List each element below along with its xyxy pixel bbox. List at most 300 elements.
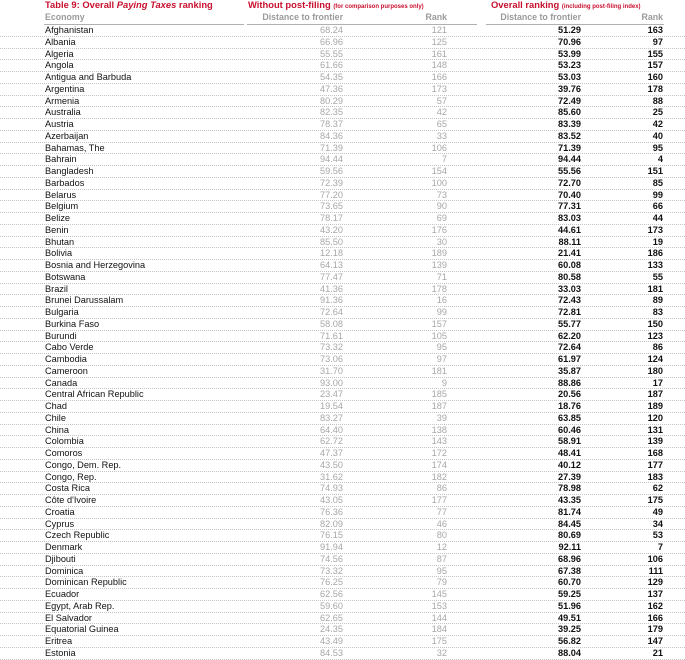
economy-name: Austria: [45, 119, 74, 129]
rank-without-post-filing: 178: [431, 283, 447, 294]
rank-without-post-filing: 144: [431, 612, 447, 623]
overall-rank: 4: [657, 154, 663, 165]
rank-without-post-filing: 161: [431, 48, 447, 59]
economy-name: Cyprus: [45, 518, 75, 529]
table-row: [0, 460, 685, 472]
overall-rank: 34: [652, 518, 663, 529]
rank-without-post-filing: 172: [431, 448, 447, 458]
overall-distance: 51.96: [558, 600, 581, 611]
rank-without-post-filing: 139: [431, 260, 447, 270]
overall-distance: 51.29: [558, 25, 581, 35]
economy-name: Chile: [45, 412, 66, 423]
table-row: [0, 366, 685, 378]
overall-distance: 88.86: [558, 377, 581, 388]
rank-without-post-filing: 145: [431, 589, 447, 599]
rank-without-post-filing: 71: [436, 271, 447, 282]
rank-without-post-filing: 46: [436, 518, 447, 529]
economy-name: Bahamas, The: [45, 142, 105, 153]
overall-rank: 163: [647, 25, 663, 35]
economy-name: Australia: [45, 107, 81, 118]
economy-name: Angola: [45, 60, 74, 71]
economy-name: Benin: [45, 224, 69, 235]
overall-distance: 62.20: [558, 330, 581, 341]
overall-distance: 84.45: [558, 518, 581, 529]
rank-without-post-filing: 86: [436, 483, 447, 494]
overall-distance: 94.44: [558, 154, 581, 165]
table-title-text: Table 9: Overall: [45, 0, 117, 10]
overall-rank: 157: [647, 60, 663, 71]
table-row: [0, 554, 685, 566]
distance-without-post-filing: 76.15: [320, 530, 343, 541]
table-row: [0, 601, 685, 613]
overall-distance: 92.11: [558, 542, 581, 552]
overall-rank: 147: [647, 636, 663, 646]
overall-rank: 17: [652, 377, 663, 388]
rank-without-post-filing: 79: [436, 577, 447, 588]
overall-distance: 53.23: [558, 60, 581, 71]
distance-without-post-filing: 43.20: [320, 224, 343, 235]
rank-without-post-filing: 30: [436, 236, 447, 247]
overall-distance: 60.46: [558, 424, 581, 435]
overall-rank: 99: [652, 189, 663, 200]
table-row: [0, 319, 685, 331]
table-row: [0, 237, 685, 249]
distance-without-post-filing: 77.20: [320, 189, 343, 200]
distance-without-post-filing: 85.50: [320, 236, 343, 247]
table-row: [0, 378, 685, 390]
distance-without-post-filing: 12.18: [320, 248, 343, 259]
economy-name: Afghanistan: [45, 25, 94, 35]
rank-without-post-filing: 39: [436, 412, 447, 423]
overall-rank: 85: [652, 177, 663, 188]
overall-distance: 70.40: [558, 189, 581, 200]
table-row: [0, 49, 685, 61]
overall-distance: 71.39: [558, 142, 581, 153]
table-row: [0, 577, 685, 589]
overall-distance: 49.51: [558, 612, 581, 623]
distance-without-post-filing: 31.70: [320, 365, 343, 376]
table-row: [0, 131, 685, 143]
rank-without-post-filing: 77: [436, 506, 447, 517]
overall-distance: 83.03: [558, 213, 581, 223]
rank-without-post-filing: 157: [431, 318, 447, 329]
overall-rank: 42: [652, 119, 663, 129]
distance-without-post-filing: 82.09: [320, 518, 343, 529]
overall-rank: 189: [647, 401, 663, 411]
overall-rank: 137: [647, 589, 663, 599]
economy-name: Cabo Verde: [45, 342, 94, 353]
overall-rank: 139: [647, 436, 663, 447]
overall-rank: 86: [652, 342, 663, 353]
distance-without-post-filing: 84.36: [320, 130, 343, 141]
table-row: [0, 483, 685, 495]
rank-without-post-filing: 97: [436, 354, 447, 364]
distance-without-post-filing: 73.65: [320, 201, 343, 212]
economy-name: Canada: [45, 377, 78, 388]
table-row: [0, 107, 685, 119]
rank-without-post-filing: 187: [431, 401, 447, 411]
table-row: [0, 154, 685, 166]
distance-without-post-filing: 31.62: [320, 471, 343, 482]
economy-name: Czech Republic: [45, 530, 110, 541]
overall-rank: 89: [652, 295, 663, 306]
economy-name: Colombia: [45, 436, 84, 447]
overall-distance: 56.82: [558, 636, 581, 646]
table-row: [0, 178, 685, 190]
column-group-a-note: (for comparison purposes only): [333, 4, 424, 10]
rank-without-post-filing: 176: [431, 224, 447, 235]
economy-name: Egypt, Arab Rep.: [45, 600, 115, 611]
economy-name: Bhutan: [45, 236, 75, 247]
overall-distance: 40.12: [558, 459, 581, 470]
economy-name: Chad: [45, 401, 67, 411]
overall-rank: 44: [652, 213, 663, 223]
distance-without-post-filing: 58.08: [320, 318, 343, 329]
rank-without-post-filing: 90: [436, 201, 447, 212]
distance-without-post-filing: 23.47: [320, 389, 343, 400]
table-row: [0, 248, 685, 260]
distance-without-post-filing: 68.24: [320, 25, 343, 35]
overall-rank: 166: [647, 612, 663, 623]
distance-without-post-filing: 91.36: [320, 295, 343, 306]
overall-rank: 181: [647, 283, 663, 294]
distance-without-post-filing: 61.66: [320, 60, 343, 71]
overall-distance: 80.58: [558, 271, 581, 282]
overall-rank: 53: [652, 530, 663, 541]
table-row: [0, 37, 685, 49]
overall-rank: 124: [647, 354, 663, 364]
distance-without-post-filing: 54.35: [320, 72, 343, 82]
overall-rank: 88: [652, 95, 663, 106]
economy-name: Burkina Faso: [45, 318, 100, 329]
rank-without-post-filing: 73: [436, 189, 447, 200]
overall-distance: 55.56: [558, 166, 581, 176]
rank-without-post-filing: 95: [436, 565, 447, 576]
table-row: [0, 495, 685, 507]
distance-without-post-filing: 72.39: [320, 177, 343, 188]
overall-rank: 7: [657, 542, 663, 552]
economy-name: Azerbaijan: [45, 130, 89, 141]
distance-without-post-filing: 59.60: [320, 600, 343, 611]
overall-distance: 72.70: [558, 177, 581, 188]
overall-rank: 180: [647, 365, 663, 376]
distance-without-post-filing: 66.96: [320, 36, 343, 47]
economy-name: Estonia: [45, 647, 76, 658]
rank-without-post-filing: 166: [431, 72, 447, 82]
distance-without-post-filing: 73.06: [320, 354, 343, 364]
economy-name: Comoros: [45, 448, 83, 458]
rank-without-post-filing: 99: [436, 307, 447, 317]
economy-name: Congo, Rep.: [45, 471, 97, 482]
economy-name: Congo, Dem. Rep.: [45, 459, 122, 470]
rank-without-post-filing: 105: [431, 330, 447, 341]
distance-without-post-filing: 19.54: [320, 401, 343, 411]
distance-without-post-filing: 41.36: [320, 283, 343, 294]
table-row: [0, 425, 685, 437]
overall-rank: 173: [647, 224, 663, 235]
table-row: [0, 60, 685, 72]
overall-rank: 150: [647, 318, 663, 329]
rank-without-post-filing: 173: [431, 83, 447, 94]
distance-without-post-filing: 72.64: [320, 307, 343, 317]
overall-rank: 40: [652, 130, 663, 141]
overall-rank: 66: [652, 201, 663, 212]
rank-without-post-filing: 143: [431, 436, 447, 447]
economy-name: Djibouti: [45, 553, 76, 564]
overall-distance: 59.25: [558, 589, 581, 599]
table-title: [45, 0, 213, 11]
overall-distance: 67.38: [558, 565, 581, 576]
distance-without-post-filing: 55.55: [320, 48, 343, 59]
overall-rank: 25: [652, 107, 663, 118]
overall-rank: 183: [647, 471, 663, 482]
economy-name: El Salvador: [45, 612, 92, 623]
economy-name: Denmark: [45, 542, 83, 552]
table-row: [0, 213, 685, 225]
table-row: [0, 530, 685, 542]
rank-without-post-filing: 87: [436, 553, 447, 564]
table-row: [0, 389, 685, 401]
distance-without-post-filing: 80.29: [320, 95, 343, 106]
distance-without-post-filing: 93.00: [320, 377, 343, 388]
overall-rank: 49: [652, 506, 663, 517]
overall-rank: 83: [652, 307, 663, 317]
economy-name: Cambodia: [45, 354, 87, 364]
rank-without-post-filing: 148: [431, 60, 447, 71]
table-row: [0, 190, 685, 202]
distance-without-post-filing: 83.27: [320, 412, 343, 423]
overall-distance: 21.41: [558, 248, 581, 259]
table-row: [0, 225, 685, 237]
economy-name: Bangladesh: [45, 166, 94, 176]
overall-rank: 129: [647, 577, 663, 588]
economy-name: Bahrain: [45, 154, 77, 165]
overall-distance: 83.52: [558, 130, 581, 141]
overall-distance: 55.77: [558, 318, 581, 329]
economy-name: Argentina: [45, 83, 85, 94]
rank-without-post-filing: 33: [436, 130, 447, 141]
overall-rank: 95: [652, 142, 663, 153]
economy-name: Burundi: [45, 330, 77, 341]
overall-distance: 39.25: [558, 624, 581, 635]
column-group-b-note: (including post-filing index): [561, 4, 641, 10]
table-row: [0, 143, 685, 155]
table-row: [0, 119, 685, 131]
distance-without-post-filing: 71.61: [320, 330, 343, 341]
overall-rank: 175: [647, 495, 663, 505]
table-row: [0, 636, 685, 648]
overall-rank: 186: [647, 248, 663, 259]
overall-distance: 72.49: [558, 95, 581, 106]
overall-rank: 55: [652, 271, 663, 282]
header-distance-b: Distance to frontier: [500, 12, 581, 22]
rank-without-post-filing: 174: [431, 459, 447, 470]
rank-without-post-filing: 153: [431, 600, 447, 611]
rank-without-post-filing: 121: [431, 25, 447, 35]
economy-name: Belgium: [45, 201, 79, 212]
overall-distance: 53.03: [558, 72, 581, 82]
table-row: [0, 84, 685, 96]
overall-distance: 88.04: [558, 647, 581, 658]
economy-name: Brazil: [45, 283, 68, 294]
table-row: [0, 331, 685, 343]
overall-rank: 151: [647, 166, 663, 176]
table-row: [0, 448, 685, 460]
rank-without-post-filing: 69: [436, 213, 447, 223]
distance-without-post-filing: 76.25: [320, 577, 343, 588]
distance-without-post-filing: 91.94: [320, 542, 343, 552]
rank-without-post-filing: 12: [436, 542, 447, 552]
overall-rank: 111: [648, 565, 663, 576]
overall-distance: 20.56: [558, 389, 581, 400]
economy-name: Bolivia: [45, 248, 73, 259]
economy-name: Eritrea: [45, 636, 73, 646]
overall-distance: 44.61: [558, 224, 581, 235]
table-row: [0, 295, 685, 307]
distance-without-post-filing: 64.13: [320, 260, 343, 270]
overall-distance: 68.96: [558, 553, 581, 564]
distance-without-post-filing: 43.49: [320, 636, 343, 646]
column-group-a-label: Without post-filing: [248, 0, 334, 10]
economy-name: Côte d'Ivoire: [45, 495, 97, 505]
table-row: [0, 354, 685, 366]
table-row: [0, 613, 685, 625]
rank-without-post-filing: 175: [431, 636, 447, 646]
distance-without-post-filing: 71.39: [320, 142, 343, 153]
table-row: [0, 401, 685, 413]
header-economy: Economy: [45, 12, 85, 22]
overall-distance: 18.76: [558, 401, 581, 411]
economy-name: Algeria: [45, 48, 74, 59]
rank-without-post-filing: 185: [431, 389, 447, 400]
distance-without-post-filing: 43.05: [320, 495, 343, 505]
overall-distance: 58.91: [558, 436, 581, 447]
table-title-emphasis: Paying Taxes: [116, 0, 177, 10]
economy-name: Bosnia and Herzegovina: [45, 260, 146, 270]
rank-without-post-filing: 106: [431, 142, 447, 153]
economy-name: Equatorial Guinea: [45, 624, 119, 635]
rank-without-post-filing: 95: [436, 342, 447, 353]
economy-name: Croatia: [45, 506, 75, 517]
rank-without-post-filing: 138: [431, 424, 447, 435]
overall-distance: 88.11: [558, 236, 581, 247]
distance-without-post-filing: 74.56: [320, 553, 343, 564]
table-row: [0, 284, 685, 296]
economy-name: Botswana: [45, 271, 86, 282]
economy-name: Dominican Republic: [45, 577, 127, 588]
distance-without-post-filing: 76.36: [320, 506, 343, 517]
header-rank-b: Rank: [641, 12, 663, 22]
table-row: [0, 96, 685, 108]
table-row: [0, 413, 685, 425]
overall-distance: 60.70: [558, 577, 581, 588]
overall-distance: 39.76: [558, 83, 581, 94]
rank-without-post-filing: 177: [431, 495, 447, 505]
distance-without-post-filing: 64.40: [320, 424, 343, 435]
rank-without-post-filing: 80: [436, 530, 447, 541]
overall-distance: 33.03: [558, 283, 581, 294]
distance-without-post-filing: 94.44: [320, 154, 343, 165]
economy-name: Albania: [45, 36, 76, 47]
distance-without-post-filing: 73.32: [320, 342, 343, 353]
distance-without-post-filing: 47.36: [320, 83, 343, 94]
overall-rank: 179: [647, 624, 663, 635]
economy-name: Dominica: [45, 565, 84, 576]
rank-without-post-filing: 42: [436, 107, 447, 118]
overall-distance: 48.41: [558, 448, 581, 458]
table-title-end: ranking: [176, 0, 213, 10]
distance-without-post-filing: 82.35: [320, 107, 343, 118]
table-row: [0, 260, 685, 272]
overall-rank: 168: [647, 448, 663, 458]
table-row: [0, 307, 685, 319]
rank-without-post-filing: 154: [431, 166, 447, 176]
overall-rank: 155: [647, 48, 663, 59]
overall-rank: 178: [647, 83, 663, 94]
overall-rank: 162: [647, 600, 663, 611]
distance-without-post-filing: 43.50: [320, 459, 343, 470]
overall-rank: 160: [647, 72, 663, 82]
economy-name: Ecuador: [45, 589, 80, 599]
overall-rank: 187: [647, 389, 663, 400]
rank-without-post-filing: 32: [436, 647, 447, 658]
table-row: [0, 542, 685, 554]
distance-without-post-filing: 84.53: [320, 647, 343, 658]
rank-without-post-filing: 189: [431, 248, 447, 259]
ranking-table-body: [0, 25, 685, 660]
rank-without-post-filing: 57: [436, 95, 447, 106]
overall-rank: 62: [652, 483, 663, 494]
table-row: [0, 436, 685, 448]
distance-without-post-filing: 77.47: [320, 271, 343, 282]
economy-name: Belize: [45, 213, 71, 223]
overall-rank: 177: [647, 459, 663, 470]
title-row: [0, 0, 685, 12]
economy-name: China: [45, 424, 70, 435]
rank-without-post-filing: 7: [441, 154, 447, 165]
overall-distance: 70.96: [558, 36, 581, 47]
table-row: [0, 166, 685, 178]
column-group-b-label: Overall ranking: [491, 0, 562, 10]
economy-name: Bulgaria: [45, 307, 79, 317]
overall-rank: 120: [647, 412, 663, 423]
overall-distance: 43.35: [558, 495, 581, 505]
overall-distance: 27.39: [558, 471, 581, 482]
rank-without-post-filing: 9: [441, 377, 447, 388]
rank-without-post-filing: 182: [431, 471, 447, 482]
distance-without-post-filing: 78.17: [320, 213, 343, 223]
distance-without-post-filing: 59.56: [320, 166, 343, 176]
overall-distance: 83.39: [558, 119, 581, 129]
economy-name: Armenia: [45, 95, 80, 106]
table-row: [0, 566, 685, 578]
header-distance-a: Distance to frontier: [262, 12, 343, 22]
overall-distance: 72.64: [558, 342, 581, 353]
table-row: [0, 472, 685, 484]
overall-distance: 78.98: [558, 483, 581, 494]
economy-name: Brunei Darussalam: [45, 295, 124, 306]
overall-distance: 53.99: [558, 48, 581, 59]
table-row: [0, 72, 685, 84]
economy-name: Barbados: [45, 177, 85, 188]
overall-distance: 72.81: [558, 307, 581, 317]
rank-without-post-filing: 65: [436, 119, 447, 129]
rank-without-post-filing: 100: [431, 177, 447, 188]
overall-distance: 60.08: [558, 260, 581, 270]
header-row: [0, 12, 685, 23]
distance-without-post-filing: 62.56: [320, 589, 343, 599]
distance-without-post-filing: 74.93: [320, 483, 343, 494]
